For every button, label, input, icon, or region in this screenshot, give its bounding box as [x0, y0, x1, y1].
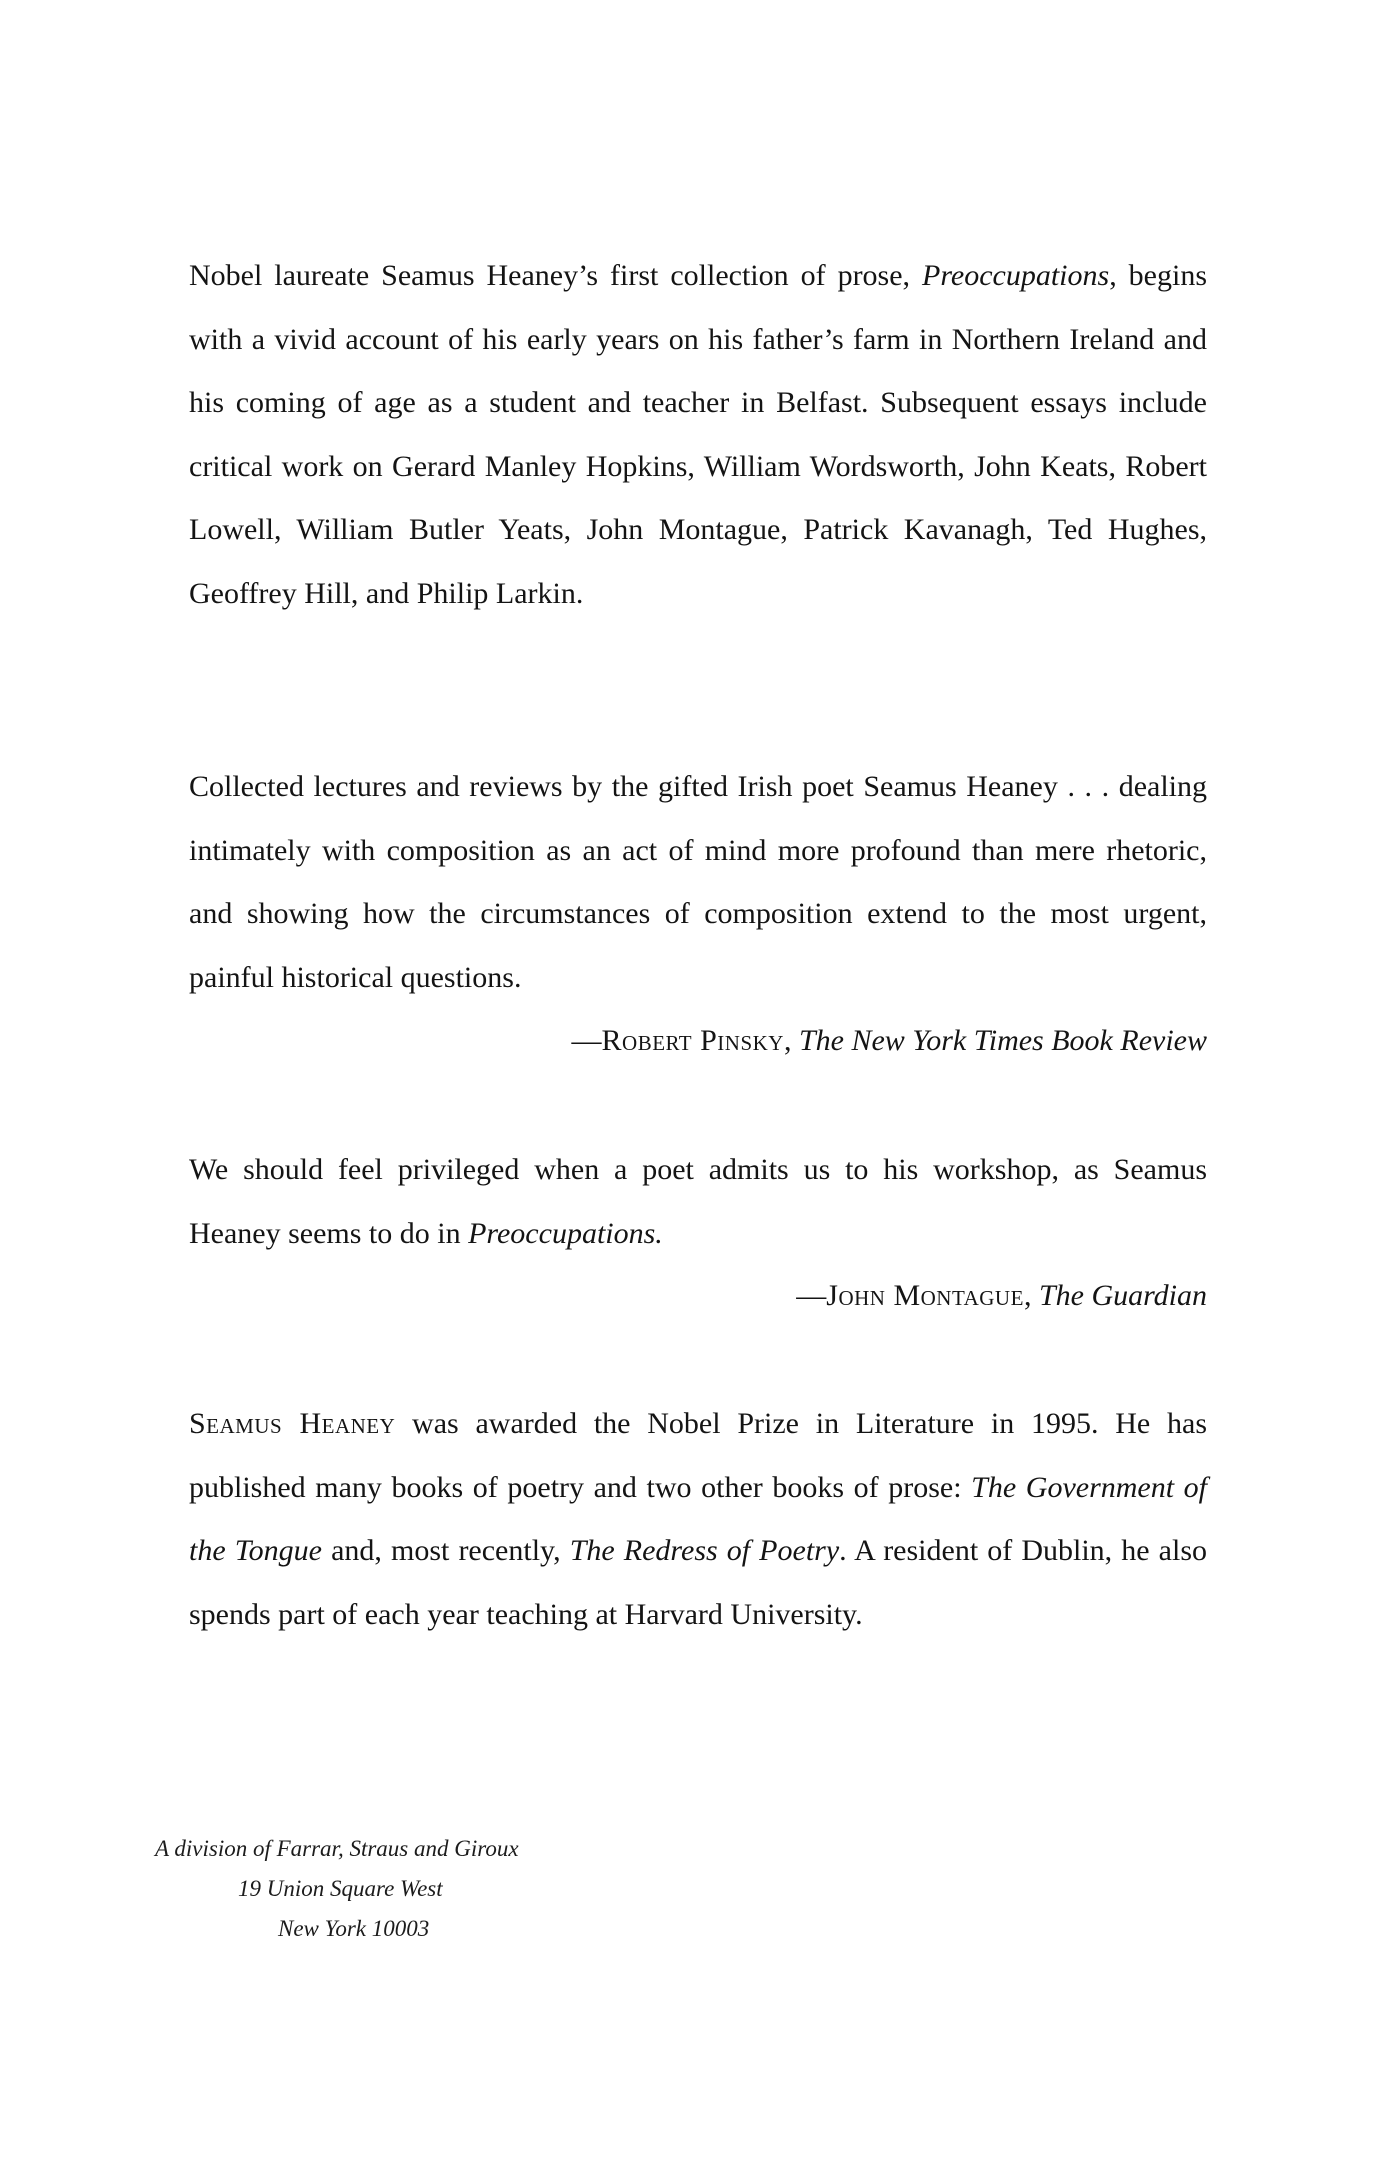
review-quote-text: Collected lectures and reviews by the gifted Irish poet Seamus Heaney . . . dealing intimately with composition as an act of mind more profound than mere rhetoric, and showing how the circumstances of composition extend to the most urgent, painful historical questions.	[189, 770, 1207, 994]
author-name: Seamus Heaney	[189, 1407, 396, 1440]
imprint-line: 19 Union Square West	[238, 1876, 443, 1901]
book-description	[189, 244, 1207, 625]
description-paragraph: Nobel laureate Seamus Heaney’s first collection of prose, Preoccupations, begins with a vivid account of his early years on his father’s farm in Northern Ireland and his coming of age as a student and teacher in Belfast. Subsequent essays include critical work on Gerard Manley Hopkins, William Wordsworth, John Keats, Robert Lowell, William Butler Yeats, John Montague, Patrick Kavanagh, Ted Hughes, Geoffrey Hill, and Philip Larkin.	[189, 259, 1207, 610]
attribution-dash: —	[571, 1024, 602, 1057]
review-quote-pinsky	[189, 755, 1207, 1009]
review-quote-text: We should feel privileged when a poet admits us to his workshop, as Seamus Heaney seems to do in Preoccupations.	[189, 1153, 1207, 1250]
review-quote-montague	[189, 1138, 1207, 1265]
book-title: The Government of the Tongue	[189, 1470, 1207, 1567]
review-attribution-montague: —John Montague, The Guardian	[796, 1279, 1207, 1312]
book-title: The Redress of Poetry	[569, 1534, 840, 1567]
book-title: Preoccupations.	[468, 1216, 663, 1250]
reviewer-name: John Montague	[826, 1279, 1024, 1312]
author-bio-paragraph: Seamus Heaney was awarded the Nobel Prize in Literature in 1995. He has published many books of poetry and two other books of prose: The Government of the Tongue and, most recently, The Redress of Poetry. A resident of Dublin, he also spends part of each year teaching at Harvard University.	[189, 1407, 1207, 1631]
imprint-line: New York 10003	[278, 1916, 430, 1941]
reviewer-name: Robert Pinsky	[601, 1024, 784, 1057]
book-title: Preoccupations	[922, 259, 1110, 292]
publication-name: The Guardian	[1038, 1279, 1207, 1312]
review-attribution-pinsky: —Robert Pinsky, The New York Times Book Review	[571, 1024, 1207, 1057]
attribution-dash: —	[796, 1279, 827, 1312]
imprint-line: A division of Farrar, Straus and Giroux	[155, 1836, 519, 1861]
publisher-imprint	[155, 1829, 519, 1949]
author-bio	[189, 1392, 1207, 1646]
publication-name: The New York Times Book Review	[798, 1024, 1207, 1057]
